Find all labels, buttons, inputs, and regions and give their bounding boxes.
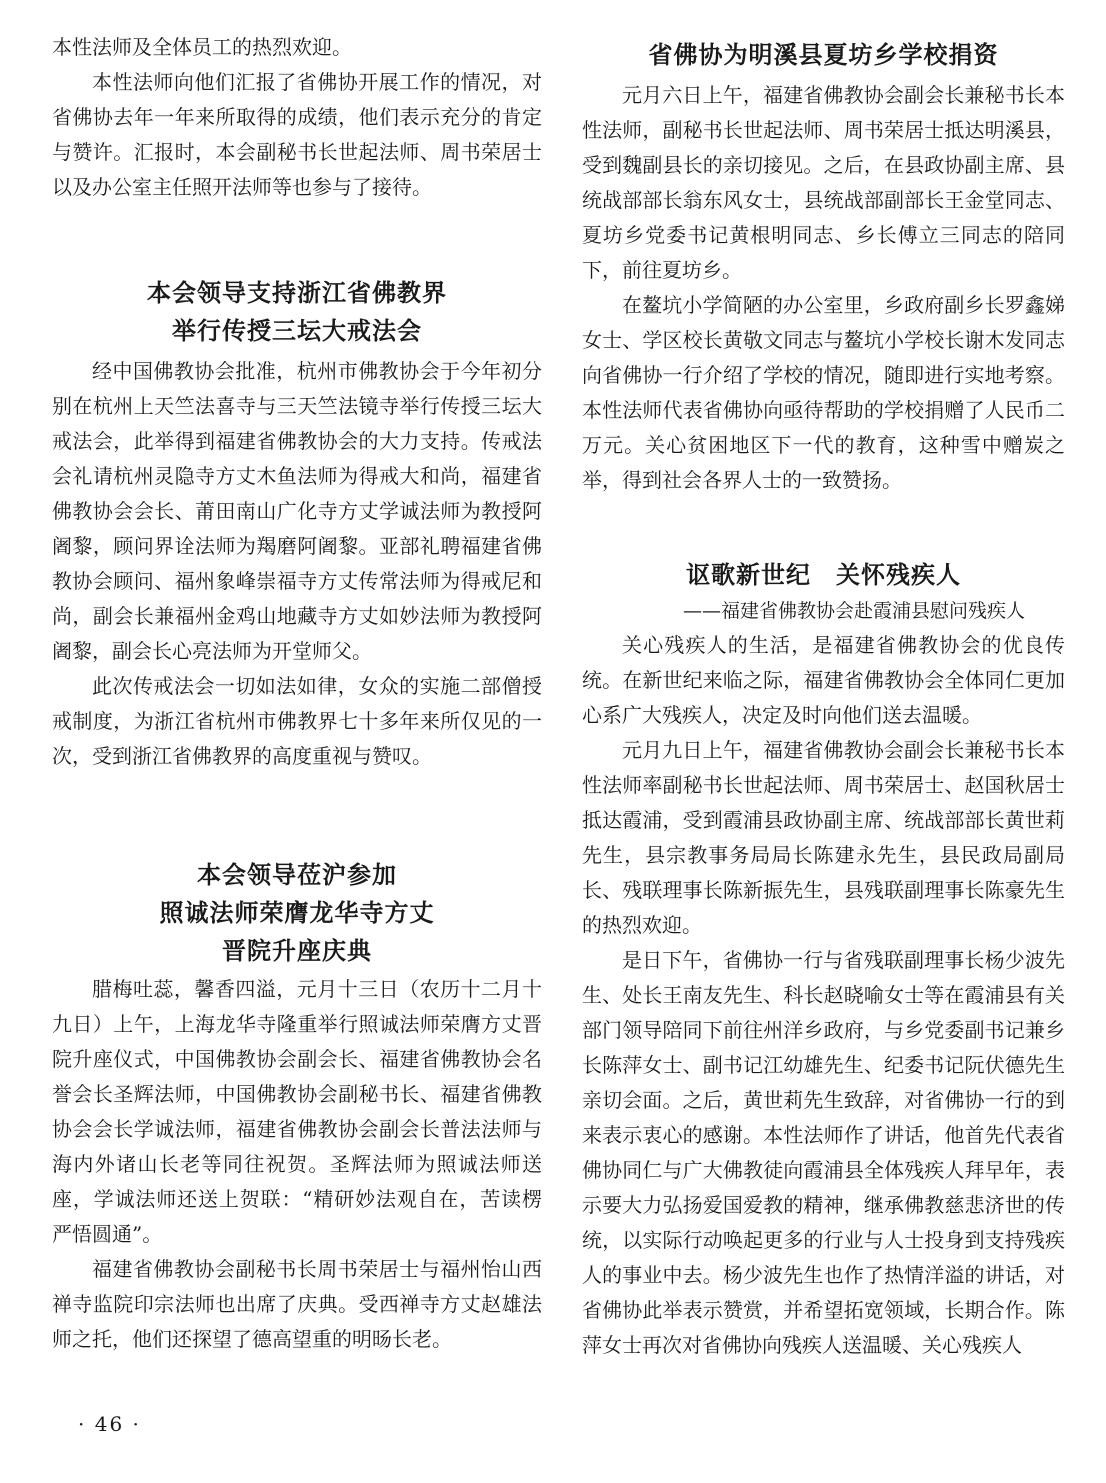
paragraph: 关心残疾人的生活，是福建省佛教协会的优良传统。在新世纪来临之际，福建省佛教协会全体同仁更加心系广大残疾人，决定及时向他们送去温暖。 bbox=[582, 633, 1065, 727]
article-disabled-care bbox=[582, 556, 1065, 1363]
article-subtitle: ——福建省佛教协会赴霞浦县慰问残疾人 bbox=[682, 600, 1025, 622]
article-title-line: 举行传授三坛大戒法会 bbox=[172, 317, 422, 345]
paragraph: 福建省佛教协会副秘书长周书荣居士与福州怡山西禅寺监院印宗法师也出席了庆典。受西禅寺方丈赵雄法师之托，他们还探望了德高望重的明旸长老。 bbox=[52, 1257, 542, 1351]
page-number: · 46 · bbox=[78, 1412, 141, 1436]
article-school-donation bbox=[582, 36, 1065, 498]
article-title-line: 本会领导莅沪参加 bbox=[197, 861, 397, 889]
paragraph: 是日下午，省佛协一行与省残联副理事长杨少波先生、处长王南友先生、科长赵晓喻女士等在霞浦县有关部门领导陪同下前往州洋乡政府，与乡党委副书记兼乡长陈萍女士、副书记江幼雄先生、纪委书记阮伏德先生亲切会面。之后，黄世莉先生致辞，对省佛协一行的到来表示衷心的感谢。本性法师作了讲话，他首先代表省佛协同仁与广大佛教徒向霞浦县全体残疾人拜早年，表示要大力弘扬爱国爱教的精神，继承佛教慈悲济世的传统，以实际行动唤起更多的行业与人士投身到支持残疾人的事业中去。杨少波先生也作了热情洋溢的讲话，对省佛协此举表示赞赏，并希望拓宽领域，长期合作。陈萍女士再次对省佛协向残疾人送温暖、关心残疾人 bbox=[582, 948, 1065, 1357]
paragraph: 此次传戒法会一切如法如律，女众的实施二部僧授戒制度，为浙江省杭州市佛教界七十多年来所仅见的一次，受到浙江省佛教界的高度重视与赞叹。 bbox=[52, 674, 542, 768]
paragraph: 在鳌坑小学简陋的办公室里，乡政府副乡长罗鑫娣女士、学区校长黄敬文同志与鳌坑小学校长谢木发同志向省佛协一行介绍了学校的情况，随即进行实地考察。本性法师代表省佛协向亟待帮助的学校捐赠了人民币二万元。关心贫困地区下一代的教育，这种雪中赠炭之举，得到社会各界人士的一致赞扬。 bbox=[582, 293, 1065, 492]
article-title: 讴歌新世纪 关怀残疾人 bbox=[686, 561, 961, 589]
intro-continuation bbox=[52, 30, 542, 205]
paragraph: 元月六日上午，福建省佛教协会副会长兼秘书长本性法师，副秘书长世起法师、周书荣居士抵达明溪县，受到魏副县长的亲切接见。之后，在县政协副主席、县统战部部长翁东风女士，县统战部副部长王金堂同志、夏坊乡党委书记黄根明同志、乡长傅立三同志的陪同下，前往夏坊乡。 bbox=[582, 83, 1065, 282]
article-precepts-ceremony bbox=[52, 274, 542, 774]
article-title: 省佛协为明溪县夏坊乡学校捐资 bbox=[648, 41, 999, 69]
article-title-line: 本会领导支持浙江省佛教界 bbox=[147, 279, 447, 307]
article-title-line: 照诚法师荣膺龙华寺方丈 bbox=[159, 899, 435, 927]
paragraph: 腊梅吐蕊，馨香四溢，元月十三日（农历十二月十九日）上午，上海龙华寺隆重举行照诚法师荣膺方丈晋院升座仪式，中国佛教协会副会长、福建省佛教协会名誉会长圣辉法师，中国佛教协会副秘书长、福建省佛教协会会长学诚法师，福建省佛教协会副会长普法法师与海内外诸山长老等同往祝贺。圣辉法师为照诚法师送座，学诚法师还送上贺联：“精研妙法观自在，苦读楞严悟圆通”。 bbox=[52, 977, 542, 1246]
paragraph: 本性法师及全体员工的热烈欢迎。 bbox=[52, 35, 352, 59]
paragraph: 本性法师向他们汇报了省佛协开展工作的情况，对省佛协去年一年来所取得的成绩，他们表示充分的肯定与赞许。汇报时，本会副秘书长世起法师、周书荣居士以及办公室主任照开法师等也参与了接待。 bbox=[52, 70, 542, 199]
paragraph: 元月九日上午，福建省佛教协会副会长兼秘书长本性法师率副秘书长世起法师、周书荣居士、赵国秋居士抵达霞浦，受到霞浦县政协副主席、统战部部长黄世莉先生，县宗教事务局局长陈建永先生，县民政局副局长、残联理事长陈新振先生，县残联副理事长陈豪先生的热烈欢迎。 bbox=[582, 738, 1065, 937]
paragraph: 经中国佛教协会批准，杭州市佛教协会于今年初分别在杭州上天竺法喜寺与三天竺法镜寺举行传授三坛大戒法会，此举得到福建省佛教协会的大力支持。传戒法会礼请杭州灵隐寺方丈木鱼法师为得戒大和尚，福建省佛教协会会长、莆田南山广化寺方丈学诚法师为教授阿阇黎，顾问界诠法师为羯磨阿阇黎。亚部礼聘福建省佛教协会顾问、福州象峰崇福寺方丈传常法师为得戒尼和尚，副会长兼福州金鸡山地藏寺方丈如妙法师为教授阿阇黎，副会长心亮法师为开堂师父。 bbox=[52, 359, 542, 663]
article-title-line: 晋院升座庆典 bbox=[222, 937, 372, 965]
article-shanghai-ceremony bbox=[52, 856, 542, 1357]
